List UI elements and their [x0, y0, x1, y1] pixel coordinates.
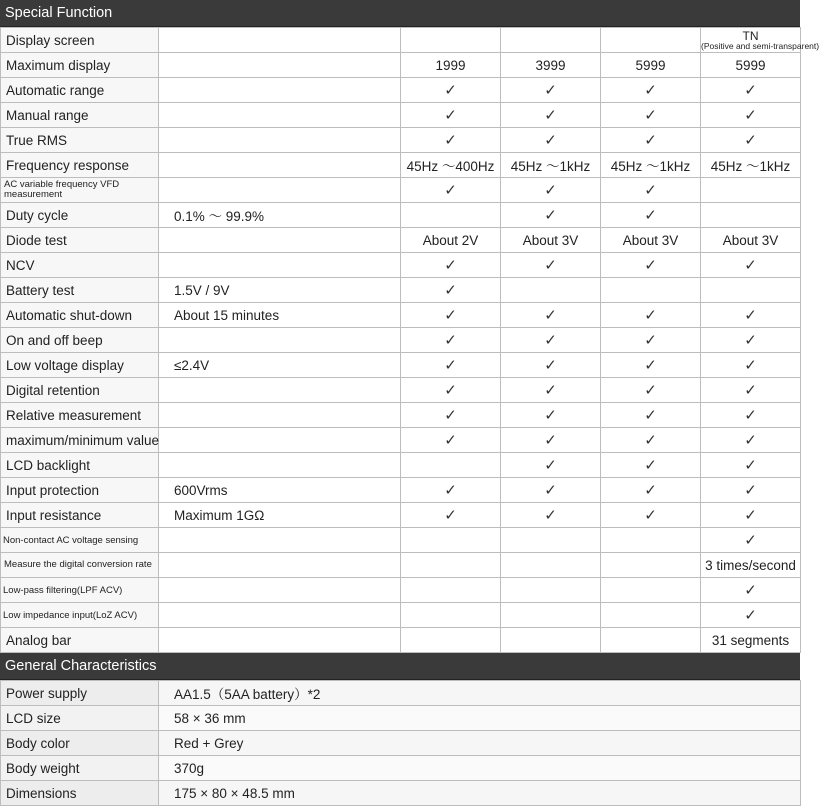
spec-note: [159, 328, 401, 353]
spec-row: [1, 503, 801, 528]
spec-label: Manual range: [1, 103, 159, 128]
spec-label: Low-pass filtering(LPF ACV): [1, 578, 159, 603]
spec-note: [159, 528, 401, 553]
spec-value-model-3: ✓: [601, 253, 701, 278]
spec-label: Input resistance: [1, 503, 159, 528]
spec-note: [159, 78, 401, 103]
spec-row: [1, 378, 801, 403]
spec-value-model-1: ✓: [401, 78, 501, 103]
spec-note: [159, 603, 401, 628]
spec-value-model-1: ✓: [401, 478, 501, 503]
general-row: [1, 756, 801, 781]
spec-value-model-3: [601, 603, 701, 628]
spec-value-model-4: ✓: [701, 578, 801, 603]
spec-value-model-1: ✓: [401, 428, 501, 453]
spec-value-model-2: [501, 528, 601, 553]
spec-value-model-4: 3 times/second: [701, 553, 801, 578]
spec-label: Digital retention: [1, 378, 159, 403]
spec-value-model-4: [701, 278, 801, 303]
spec-value-model-3: ✓: [601, 328, 701, 353]
spec-row: [1, 578, 801, 603]
general-row: [1, 731, 801, 756]
spec-value-model-2: ✓: [501, 203, 601, 228]
spec-value-model-3: [601, 278, 701, 303]
spec-value-model-1: [401, 628, 501, 653]
spec-value-model-2: [501, 28, 601, 53]
spec-label: Automatic shut-down: [1, 303, 159, 328]
spec-value-model-3: About 3V: [601, 228, 701, 253]
spec-value-model-1: [401, 453, 501, 478]
spec-value-model-3: ✓: [601, 428, 701, 453]
general-row: [1, 706, 801, 731]
spec-label: Diode test: [1, 228, 159, 253]
spec-note: [159, 578, 401, 603]
spec-value-model-3: ✓: [601, 303, 701, 328]
spec-row: [1, 478, 801, 503]
spec-note: [159, 453, 401, 478]
spec-value-model-3: ✓: [601, 103, 701, 128]
spec-value-model-4: ✓: [701, 403, 801, 428]
spec-label: Input protection: [1, 478, 159, 503]
spec-value-model-2: ✓: [501, 328, 601, 353]
spec-value-model-2: [501, 628, 601, 653]
spec-value-model-1: ✓: [401, 253, 501, 278]
spec-value-model-1: ✓: [401, 103, 501, 128]
general-label: Power supply: [1, 681, 159, 706]
spec-value-model-3: [601, 578, 701, 603]
spec-value-model-4: ✓: [701, 503, 801, 528]
spec-row: [1, 553, 801, 578]
spec-label: Non-contact AC voltage sensing: [1, 528, 159, 553]
spec-row: [1, 203, 801, 228]
spec-value-model-4: ✓: [701, 428, 801, 453]
spec-label: Analog bar: [1, 628, 159, 653]
spec-label: Measure the digital conversion rate: [1, 553, 159, 578]
spec-value-model-4: ✓: [701, 103, 801, 128]
spec-value-model-2: ✓: [501, 503, 601, 528]
spec-value-model-3: [601, 553, 701, 578]
general-value: AA1.5（5AA battery）*2: [159, 681, 801, 706]
spec-label: Low voltage display: [1, 353, 159, 378]
spec-value-model-3: ✓: [601, 353, 701, 378]
spec-value-model-4: ✓: [701, 78, 801, 103]
spec-value-model-3: ✓: [601, 178, 701, 203]
spec-value-model-3: ✓: [601, 378, 701, 403]
spec-value-model-2: ✓: [501, 253, 601, 278]
spec-value-model-2: ✓: [501, 178, 601, 203]
spec-row: [1, 353, 801, 378]
spec-value-model-4: [701, 28, 819, 53]
spec-row: [1, 628, 801, 653]
spec-label: Relative measurement: [1, 403, 159, 428]
spec-note: [159, 153, 401, 178]
spec-value-model-2: [501, 603, 601, 628]
tn-sub-label: (Positive and semi-transparent): [701, 40, 819, 51]
spec-value-model-2: ✓: [501, 478, 601, 503]
spec-note: [159, 428, 401, 453]
spec-value-model-4: ✓: [701, 603, 801, 628]
spec-value-model-1: [401, 578, 501, 603]
spec-row: [1, 528, 801, 553]
spec-value-model-4: ✓: [701, 353, 801, 378]
spec-row: [1, 328, 801, 353]
spec-note: [159, 128, 401, 153]
spec-note: 600Vrms: [159, 478, 401, 503]
spec-value-model-4: [701, 203, 801, 228]
spec-row: [1, 53, 801, 78]
spec-note: 1.5V / 9V: [159, 278, 401, 303]
spec-note: [159, 103, 401, 128]
general-label: Body weight: [1, 756, 159, 781]
spec-value-model-3: 5999: [601, 53, 701, 78]
spec-label: True RMS: [1, 128, 159, 153]
spec-row: [1, 453, 801, 478]
spec-value-model-4: ✓: [701, 453, 801, 478]
spec-value-model-4: ✓: [701, 253, 801, 278]
tn-label: TN: [742, 28, 759, 43]
spec-row: [1, 428, 801, 453]
spec-value-model-1: 1999: [401, 53, 501, 78]
spec-label: Display screen: [1, 28, 159, 53]
spec-note: [159, 553, 401, 578]
spec-value-model-3: ✓: [601, 203, 701, 228]
spec-label: Low impedance input(LoZ ACV): [1, 603, 159, 628]
general-value: 175 × 80 × 48.5 mm: [159, 781, 801, 806]
special-function-table: [0, 27, 819, 653]
spec-row: [1, 403, 801, 428]
spec-note: [159, 28, 401, 53]
spec-value-model-2: ✓: [501, 453, 601, 478]
spec-value-model-1: [401, 203, 501, 228]
spec-value-model-4: 5999: [701, 53, 801, 78]
general-value: Red + Grey: [159, 731, 801, 756]
spec-label: Frequency response: [1, 153, 159, 178]
spec-value-model-4: ✓: [701, 528, 801, 553]
general-label: Body color: [1, 731, 159, 756]
spec-label: LCD backlight: [1, 453, 159, 478]
spec-value-model-3: ✓: [601, 478, 701, 503]
spec-value-model-2: About 3V: [501, 228, 601, 253]
spec-row: [1, 278, 801, 303]
spec-row: [1, 228, 801, 253]
spec-row: [1, 28, 801, 53]
spec-value-model-3: [601, 28, 701, 53]
spec-note: [159, 628, 401, 653]
spec-value-model-2: ✓: [501, 353, 601, 378]
spec-label: AC variable frequency VFD measurement: [1, 178, 159, 203]
spec-value-model-2: ✓: [501, 428, 601, 453]
spec-value-model-2: [501, 278, 601, 303]
spec-value-model-1: 45Hz ～400Hz: [401, 153, 501, 178]
spec-value-model-4: About 3V: [701, 228, 801, 253]
spec-note: [159, 228, 401, 253]
spec-value-model-2: ✓: [501, 403, 601, 428]
spec-value-model-3: ✓: [601, 128, 701, 153]
spec-value-model-4: ✓: [701, 128, 801, 153]
general-row: [1, 681, 801, 706]
spec-note: About 15 minutes: [159, 303, 401, 328]
spec-row: [1, 153, 801, 178]
spec-value-model-1: ✓: [401, 378, 501, 403]
general-characteristics-table: [0, 680, 801, 806]
spec-value-model-4: ✓: [701, 378, 801, 403]
spec-value-model-1: ✓: [401, 178, 501, 203]
spec-row: [1, 103, 801, 128]
spec-value-model-2: ✓: [501, 103, 601, 128]
spec-value-model-4: ✓: [701, 328, 801, 353]
spec-value-model-2: ✓: [501, 128, 601, 153]
spec-note: Maximum 1GΩ: [159, 503, 401, 528]
spec-value-model-1: About 2V: [401, 228, 501, 253]
spec-value-model-1: ✓: [401, 278, 501, 303]
spec-row: [1, 178, 801, 203]
spec-value-model-2: [501, 578, 601, 603]
spec-value-model-1: [401, 28, 501, 53]
spec-row: [1, 78, 801, 103]
spec-value-model-2: 3999: [501, 53, 601, 78]
spec-value-model-3: 45Hz ～1kHz: [601, 153, 701, 178]
spec-label: NCV: [1, 253, 159, 278]
spec-value-model-4: [701, 178, 801, 203]
spec-label: Maximum display: [1, 53, 159, 78]
spec-row: [1, 128, 801, 153]
spec-label: maximum/minimum value: [1, 428, 159, 453]
spec-value-model-1: ✓: [401, 328, 501, 353]
spec-label: Duty cycle: [1, 203, 159, 228]
spec-row: [1, 253, 801, 278]
spec-label: Battery test: [1, 278, 159, 303]
spec-row: [1, 303, 801, 328]
spec-value-model-4: ✓: [701, 478, 801, 503]
spec-value-model-3: ✓: [601, 453, 701, 478]
spec-note: [159, 403, 401, 428]
spec-value-model-4: 45Hz ～1kHz: [701, 153, 801, 178]
spec-value-model-1: ✓: [401, 403, 501, 428]
spec-value-model-4: ✓: [701, 303, 801, 328]
spec-value-model-2: ✓: [501, 78, 601, 103]
general-value: 370g: [159, 756, 801, 781]
special-function-header: Special Function: [0, 0, 800, 27]
spec-value-model-3: [601, 528, 701, 553]
general-value: 58 × 36 mm: [159, 706, 801, 731]
spec-label: On and off beep: [1, 328, 159, 353]
spec-value-model-3: ✓: [601, 503, 701, 528]
spec-value-model-1: [401, 553, 501, 578]
spec-value-model-1: ✓: [401, 503, 501, 528]
spec-value-model-2: 45Hz ～1kHz: [501, 153, 601, 178]
spec-value-model-4: 31 segments: [701, 628, 801, 653]
spec-value-model-1: [401, 528, 501, 553]
spec-note: [159, 53, 401, 78]
spec-value-model-1: ✓: [401, 303, 501, 328]
spec-value-model-1: ✓: [401, 353, 501, 378]
spec-note: [159, 253, 401, 278]
spec-value-model-2: ✓: [501, 378, 601, 403]
general-row: [1, 781, 801, 806]
general-label: Dimensions: [1, 781, 159, 806]
spec-note: [159, 378, 401, 403]
spec-label: Automatic range: [1, 78, 159, 103]
spec-note: ≤2.4V: [159, 353, 401, 378]
spec-value-model-2: ✓: [501, 303, 601, 328]
spec-value-model-3: [601, 628, 701, 653]
spec-note: 0.1% ～ 99.9%: [159, 203, 401, 228]
spec-row: [1, 603, 801, 628]
spec-value-model-3: ✓: [601, 403, 701, 428]
spec-value-model-1: ✓: [401, 128, 501, 153]
spec-value-model-1: [401, 603, 501, 628]
spec-value-model-2: [501, 553, 601, 578]
spec-note: [159, 178, 401, 203]
spec-value-model-3: ✓: [601, 78, 701, 103]
general-label: LCD size: [1, 706, 159, 731]
general-characteristics-header: General Characteristics: [0, 653, 800, 680]
